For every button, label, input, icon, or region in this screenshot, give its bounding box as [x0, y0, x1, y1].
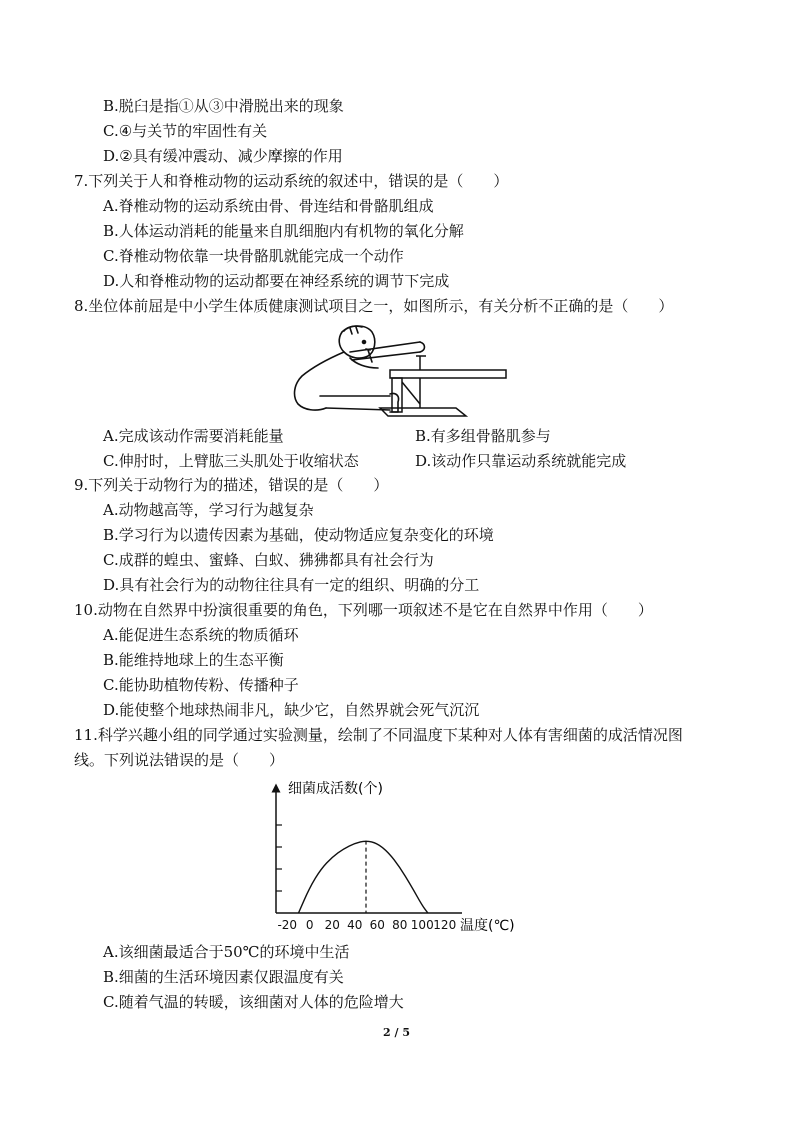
sit-and-reach-illustration [280, 322, 516, 418]
q9-stem: 9.下列关于动物行为的描述，错误的是（ ） [74, 476, 389, 494]
q11-stem-line1: 11.科学兴趣小组的同学通过实验测量，绘制了不同温度下某种对人体有害细菌的成活情况图 [74, 726, 683, 744]
q10-option-b: B.能维持地球上的生态平衡 [103, 651, 284, 669]
q11-option-a: A.该细菌最适合于50℃的环境中生活 [103, 943, 350, 961]
q11-option-b: B.细菌的生活环境因素仅跟温度有关 [103, 968, 344, 986]
chart-y-label: 细菌成活数(个) [288, 781, 383, 797]
x-tick-label: 80 [392, 918, 408, 932]
page-number: 2 / 5 [383, 1026, 410, 1039]
q9-option-d: D.具有社会行为的动物往往具有一定的组织、明确的分工 [103, 576, 480, 594]
q7-option-d: D.人和脊椎动物的运动都要在神经系统的调节下完成 [103, 272, 450, 290]
q7-stem: 7.下列关于人和脊椎动物的运动系统的叙述中，错误的是（ ） [74, 172, 509, 190]
q8-option-c: C.伸肘时，上臂肱三头肌处于收缩状态 [103, 452, 359, 470]
q10-option-d: D.能使整个地球热闹非凡，缺少它，自然界就会死气沉沉 [103, 701, 480, 719]
q7-option-b: B.人体运动消耗的能量来自肌细胞内有机物的氧化分解 [103, 222, 464, 240]
q7-option-c: C.脊椎动物依靠一块骨骼肌就能完成一个动作 [103, 247, 404, 265]
q11-stem-line2: 线。下列说法错误的是（ ） [74, 751, 285, 769]
chart-ticks [277, 918, 456, 932]
q6-option-c: C.④与关节的牢固性有关 [103, 122, 268, 140]
q11-option-c: C.随着气温的转暖，该细菌对人体的危险增大 [103, 993, 404, 1011]
x-tick-label: 20 [324, 918, 340, 932]
survival-curve [299, 841, 428, 913]
q8-option-d: D.该动作只靠运动系统就能完成 [415, 452, 627, 470]
q8-stem: 8.坐位体前屈是中小学生体质健康测试项目之一，如图所示，有关分析不正确的是（ ） [74, 297, 674, 315]
q10-option-c: C.能协助植物传粉、传播种子 [103, 676, 299, 694]
q7-option-a: A.脊椎动物的运动系统由骨、骨连结和骨骼肌组成 [103, 197, 434, 215]
x-tick-label: 40 [347, 918, 363, 932]
chart-axes [276, 788, 462, 913]
q10-stem: 10.动物在自然界中扮演很重要的角色，下列哪一项叙述不是它在自然界中作用（ ） [74, 601, 653, 619]
q9-option-a: A.动物越高等，学习行为越复杂 [103, 501, 314, 519]
q10-option-a: A.能促进生态系统的物质循环 [103, 626, 299, 644]
q6-option-b: B.脱臼是指①从③中滑脱出来的现象 [103, 97, 344, 115]
q8-option-a: A.完成该动作需要消耗能量 [103, 427, 284, 445]
x-tick-label: 0 [305, 918, 314, 932]
chart-x-label: 温度(℃) [460, 918, 515, 934]
q8-option-b: B.有多组骨骼肌参与 [415, 427, 551, 445]
x-tick-label: 100 [410, 918, 434, 932]
x-tick-label: -20 [277, 918, 298, 932]
x-tick-label: 60 [369, 918, 385, 932]
q6-option-d: D.②具有缓冲震动、减少摩擦的作用 [103, 147, 343, 165]
q9-option-c: C.成群的蝗虫、蜜蜂、白蚁、狒狒都具有社会行为 [103, 551, 434, 569]
x-tick-label: 120 [433, 918, 457, 932]
chart-series [299, 841, 428, 913]
bacteria-survival-chart [262, 776, 524, 940]
q9-option-b: B.学习行为以遗传因素为基础，使动物适应复杂变化的环境 [103, 526, 494, 544]
